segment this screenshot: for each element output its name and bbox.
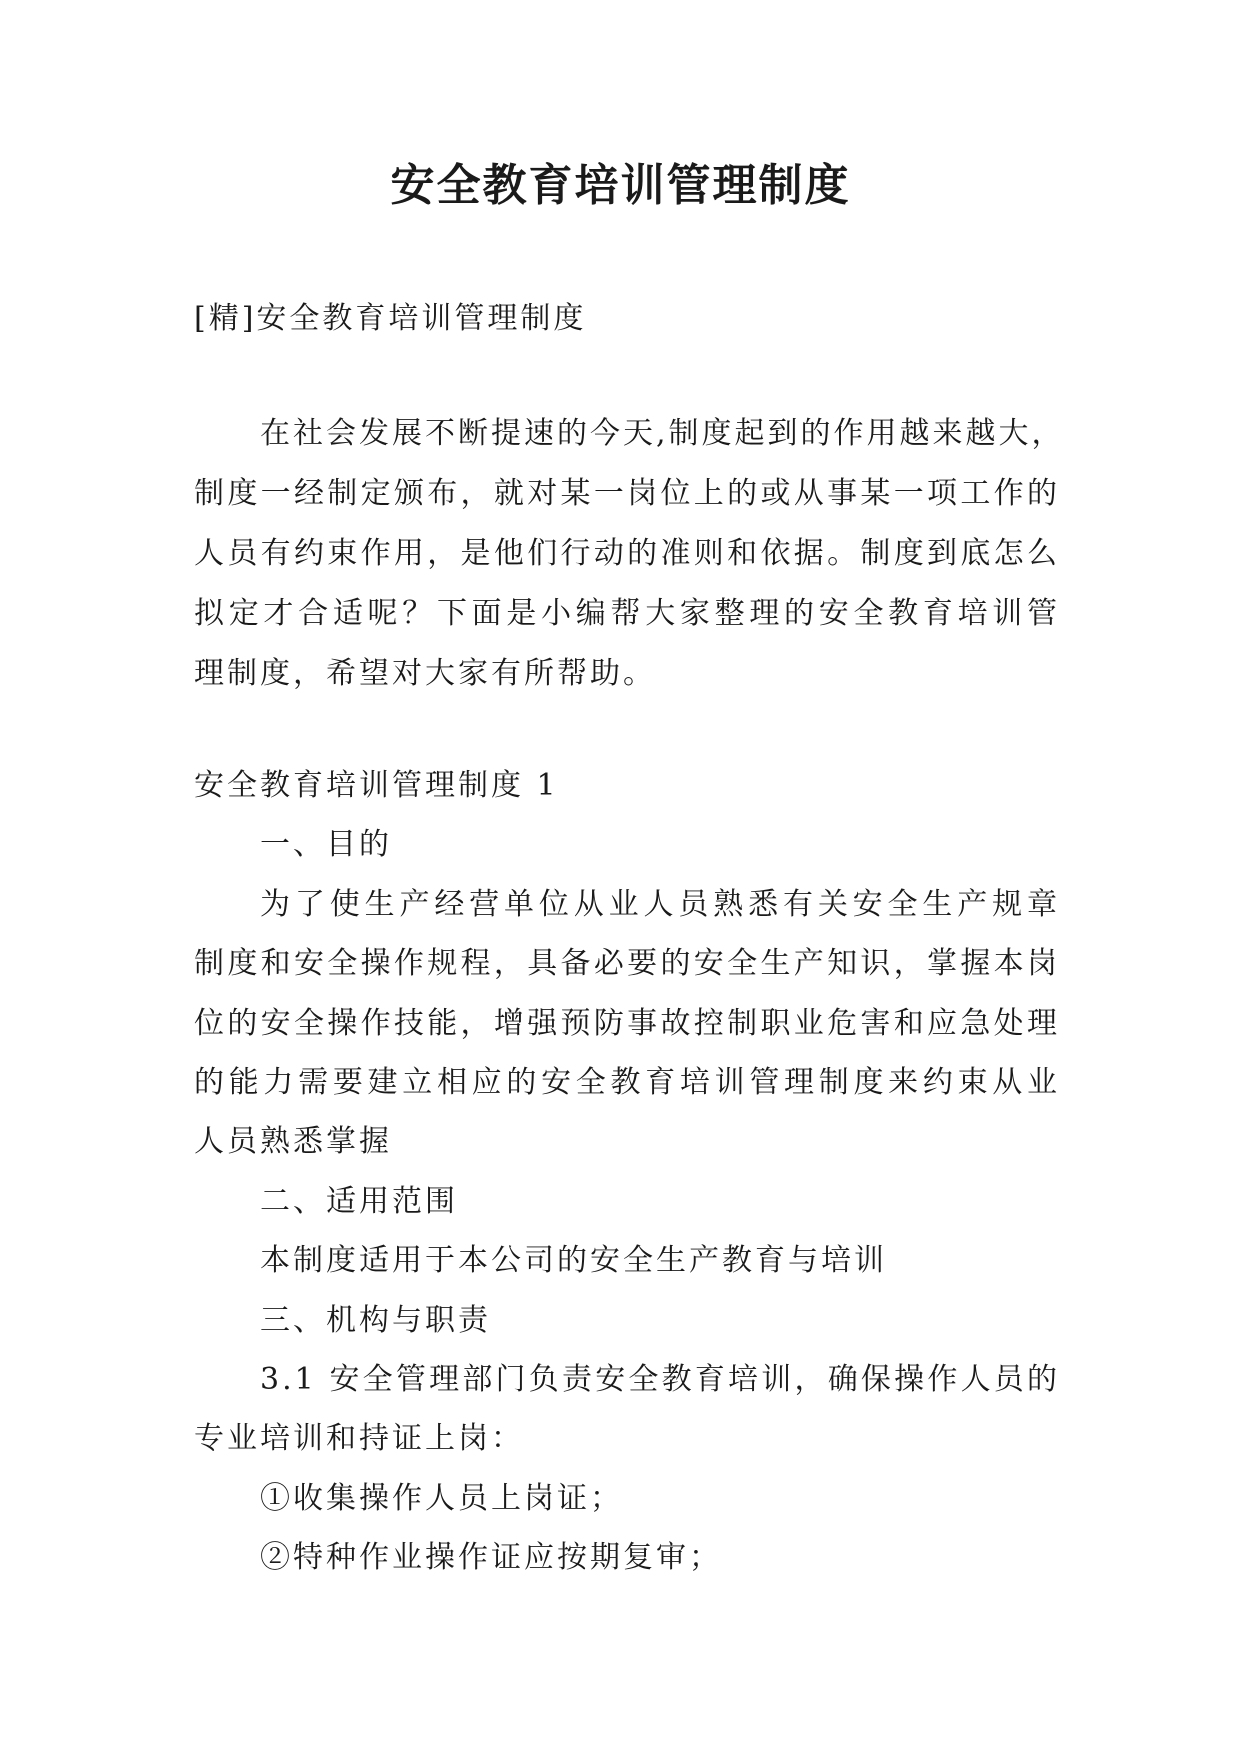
duty-subitem: ②特种作业操作证应按期复审； <box>260 1540 722 1576</box>
purpose-line: 位的安全操作技能，增强预防事故控制职业危害和应急处理 <box>194 1005 1060 1041</box>
duty-3-1-line: 3.1 安全管理部门负责安全教育培训，确保操作人员的 <box>260 1361 1060 1397</box>
intro-line: 人员有约束作用，是他们行动的准则和依据。制度到底怎么 <box>194 536 1060 571</box>
purpose-line: 为了使生产经营单位从业人员熟悉有关安全生产规章 <box>260 886 1060 922</box>
scope-heading: 二、适用范围 <box>260 1183 458 1219</box>
purpose-line: 制度和安全操作规程，具备必要的安全生产知识，掌握本岗 <box>194 946 1060 982</box>
purpose-line: 人员熟悉掌握 <box>194 1124 392 1160</box>
intro-line: 在社会发展不断提速的今天,制度起到的作用越来越大， <box>260 416 1065 451</box>
intro-paragraph <box>194 404 1065 704</box>
duties-heading: 三、机构与职责 <box>260 1302 491 1338</box>
purpose-heading: 一、目的 <box>260 827 392 863</box>
intro-line: 制度一经制定颁布，就对某一岗位上的或从事某一项工作的 <box>194 476 1060 511</box>
purpose-line: 的能力需要建立相应的安全教育培训管理制度来约束从业 <box>194 1064 1060 1100</box>
duty-3-1-line: 专业培训和持证上岗： <box>194 1421 524 1457</box>
intro-line: 拟定才合适呢？下面是小编帮大家整理的安全教育培训管 <box>194 596 1060 631</box>
duty-subitem: ①收集操作人员上岗证； <box>260 1480 623 1516</box>
intro-line: 理制度，希望对大家有所帮助。 <box>194 656 656 691</box>
document-subtitle: [精]安全教育培训管理制度 <box>194 301 587 336</box>
section-heading: 安全教育培训管理制度 1 <box>194 768 559 803</box>
section-1 <box>194 756 1060 1587</box>
document-title: 安全教育培训管理制度 <box>390 160 851 211</box>
scope-text: 本制度适用于本公司的安全生产教育与培训 <box>260 1243 887 1279</box>
